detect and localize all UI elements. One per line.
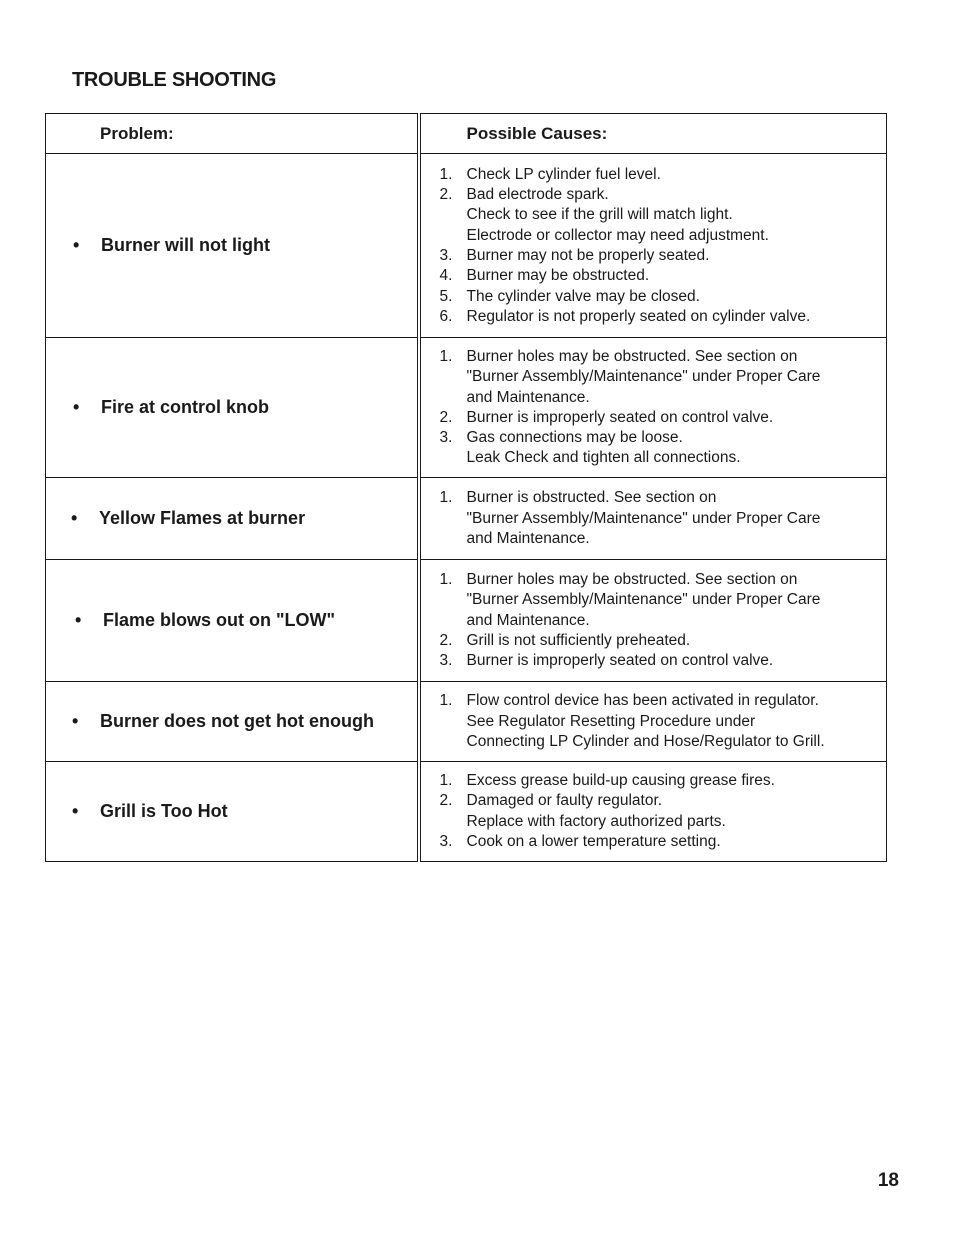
cause-line: Regulator is not properly seated on cylinder valve. — [466, 307, 811, 325]
cause-number: 2. — [439, 792, 453, 810]
cause-list — [421, 488, 887, 549]
cause-item — [421, 408, 887, 428]
cause-text — [467, 631, 887, 651]
problem-cell — [46, 761, 419, 861]
table-body — [46, 154, 887, 862]
cause-list — [421, 347, 887, 469]
cause-text — [467, 651, 887, 671]
page-number: 18 — [877, 1170, 899, 1191]
cause-text — [467, 165, 887, 185]
cause-line: Leak Check and tighten all connections. — [466, 449, 741, 467]
problem-text: Grill is Too Hot — [100, 800, 228, 821]
cause-item — [421, 631, 887, 651]
cause-line: "Burner Assembly/Maintenance" under Proper Care — [466, 368, 821, 386]
cause-item — [421, 651, 887, 671]
cause-number: 2. — [439, 408, 453, 426]
cause-line: Burner is improperly seated on control valve. — [466, 408, 774, 426]
problem-text: Flame blows out on "LOW" — [103, 609, 336, 630]
cause-number: 3. — [439, 429, 453, 447]
table-row — [46, 338, 887, 478]
table-row — [46, 477, 887, 559]
cause-number: 3. — [439, 247, 453, 264]
cause-item — [421, 185, 887, 246]
cause-line: Burner may not be properly seated. — [466, 247, 710, 264]
cause-text — [467, 287, 887, 307]
table-row — [46, 761, 887, 861]
cause-list — [421, 771, 887, 852]
cause-line: Connecting LP Cylinder and Hose/Regulator to Grill. — [466, 732, 825, 750]
problem-cell — [46, 559, 419, 681]
cause-text — [467, 408, 887, 428]
cause-text — [467, 347, 887, 408]
cause-line: Replace with factory authorized parts. — [466, 812, 726, 830]
problem-column-header: Problem: — [46, 114, 419, 154]
cause-line: Gas connections may be loose. — [466, 429, 683, 447]
problem-text: Fire at control knob — [101, 396, 270, 417]
cause-line: Damaged or faulty regulator. — [466, 792, 663, 810]
cause-item — [421, 570, 887, 631]
bullet-icon: • — [75, 609, 82, 630]
cause-text — [467, 691, 887, 752]
cause-line: The cylinder valve may be closed. — [466, 287, 700, 305]
cause-text — [467, 266, 887, 286]
cause-number: 3. — [439, 652, 453, 670]
causes-column-header: Possible Causes: — [419, 114, 887, 154]
table-header-row — [46, 114, 887, 154]
problem-cell — [46, 338, 419, 478]
problem-text: Burner does not get hot enough — [100, 710, 374, 731]
cause-list — [421, 691, 887, 752]
cause-item — [421, 488, 887, 549]
cause-line: Electrode or collector may need adjustment. — [466, 226, 769, 244]
cause-text — [467, 185, 887, 246]
problem-cell — [46, 477, 419, 559]
cause-number: 3. — [439, 833, 453, 851]
cause-text — [467, 570, 887, 631]
cause-line: and Maintenance. — [466, 611, 590, 629]
causes-cell — [419, 681, 887, 761]
cause-item — [421, 691, 887, 752]
cause-item — [421, 266, 887, 286]
cause-line: Flow control device has been activated in regulator. — [466, 692, 819, 710]
troubleshooting-table — [45, 113, 887, 862]
table-row — [46, 154, 887, 338]
cause-list — [421, 570, 887, 671]
table-row — [46, 559, 887, 681]
cause-line: Burner is obstructed. See section on — [466, 489, 717, 507]
cause-number: 4. — [439, 267, 453, 285]
page-title: TROUBLE SHOOTING — [72, 69, 277, 91]
cause-item — [421, 307, 887, 327]
cause-item — [421, 165, 887, 185]
cause-line: Cook on a lower temperature setting. — [466, 833, 721, 851]
causes-cell — [419, 559, 887, 681]
problem-cell — [46, 154, 419, 338]
cause-number: 2. — [439, 186, 453, 204]
cause-item — [421, 246, 887, 266]
cause-number: 1. — [439, 489, 453, 507]
cause-number: 1. — [439, 348, 453, 365]
bullet-icon: • — [73, 235, 80, 255]
cause-text — [467, 307, 887, 327]
cause-line: Excess grease build-up causing grease fires. — [466, 772, 775, 790]
cause-number: 6. — [439, 307, 453, 325]
cause-item — [421, 791, 887, 832]
problem-cell — [46, 681, 419, 761]
cause-line: "Burner Assembly/Maintenance" under Proper Care — [466, 509, 821, 527]
cause-line: Burner may be obstructed. — [466, 267, 650, 285]
bullet-icon: • — [72, 710, 79, 731]
cause-number: 1. — [439, 165, 453, 183]
bullet-icon: • — [73, 396, 80, 417]
cause-item — [421, 287, 887, 307]
cause-line: Burner holes may be obstructed. See section on — [466, 571, 798, 589]
cause-line: Check to see if the grill will match light. — [466, 206, 733, 224]
problem-text: Burner will not light — [101, 235, 270, 255]
cause-line: Check LP cylinder fuel level. — [466, 165, 661, 183]
cause-text — [467, 771, 887, 791]
cause-text — [467, 488, 887, 549]
bullet-icon: • — [71, 507, 78, 528]
bullet-icon: • — [72, 800, 79, 821]
cause-line: Burner is improperly seated on control valve. — [466, 652, 774, 670]
cause-number: 5. — [439, 287, 453, 305]
cause-item — [421, 771, 887, 791]
problem-text: Yellow Flames at burner — [99, 507, 306, 528]
causes-cell — [419, 338, 887, 478]
table-row — [46, 681, 887, 761]
cause-item — [421, 347, 887, 408]
cause-item — [421, 428, 887, 469]
cause-line: and Maintenance. — [466, 388, 590, 406]
cause-item — [421, 832, 887, 852]
cause-line: Grill is not sufficiently preheated. — [466, 631, 691, 649]
cause-text — [467, 791, 887, 832]
cause-text — [467, 246, 887, 266]
cause-line: and Maintenance. — [466, 529, 590, 547]
cause-text — [467, 832, 887, 852]
cause-text — [467, 428, 887, 469]
causes-cell — [419, 154, 887, 338]
cause-line: See Regulator Resetting Procedure under — [466, 712, 756, 730]
cause-number: 1. — [439, 692, 453, 710]
causes-cell — [419, 477, 887, 559]
causes-cell — [419, 761, 887, 861]
cause-number: 2. — [439, 631, 453, 649]
cause-line: "Burner Assembly/Maintenance" under Proper Care — [466, 591, 821, 609]
cause-list — [421, 165, 887, 327]
cause-number: 1. — [439, 571, 453, 589]
cause-line: Bad electrode spark. — [466, 186, 609, 204]
cause-line: Burner holes may be obstructed. See section on — [466, 348, 798, 365]
cause-number: 1. — [439, 772, 453, 790]
